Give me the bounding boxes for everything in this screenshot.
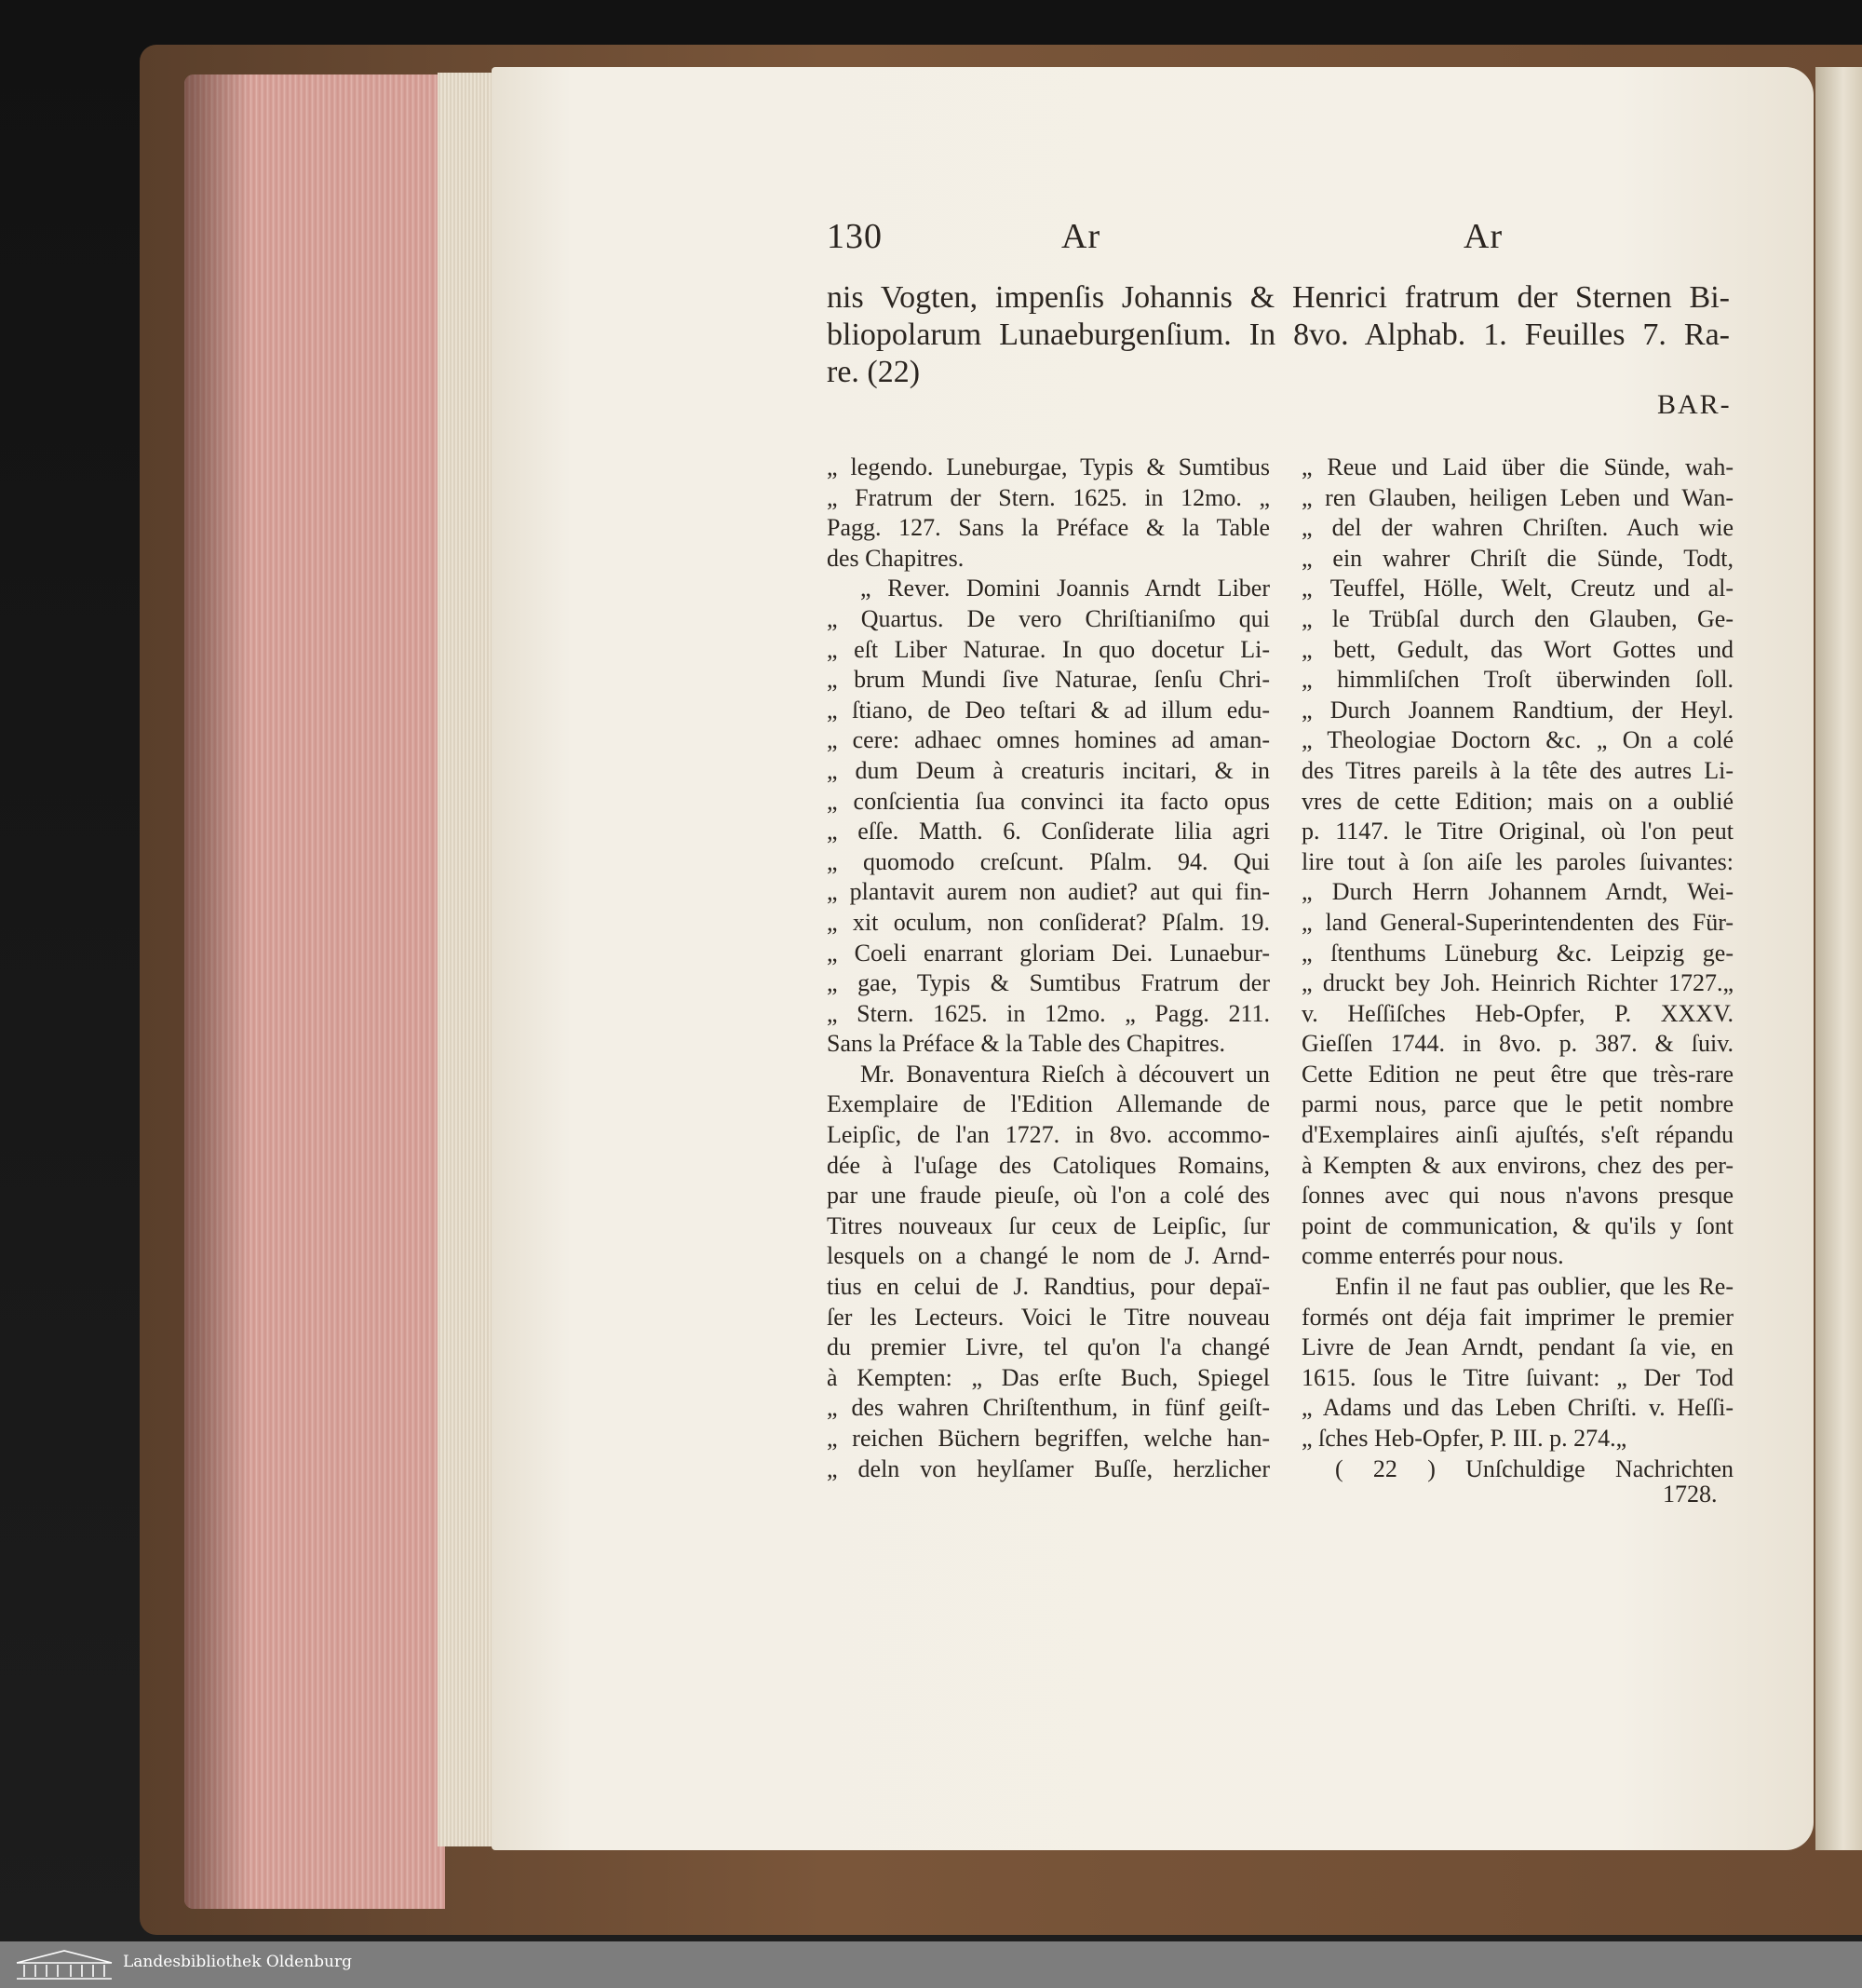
text-line: „ des wahren Chriſtenthum, in fünf geiſt- [827,1394,1270,1422]
text-line: „ legendo. Luneburgae, Typis & Sumtibus [827,453,1270,480]
text-line: ſer les Lecteurs. Voici le Titre nouveau [827,1303,1270,1331]
text-line: „ quomodo creſcunt. Pſalm. 94. Qui [827,847,1270,875]
text-line: „ eſt Liber Naturae. In quo docetur Li- [827,635,1270,663]
text-line: „ Adams und das Leben Chriſti. v. Heſſi- [1302,1394,1734,1422]
text-line: Enfin il ne faut pas oublier, que les Re- [1335,1273,1734,1301]
text-line: lire tout à ſon aiſe les paroles ſuivantes: [1302,847,1734,875]
text-line: tius en celui de J. Randtius, pour depaï- [827,1273,1270,1301]
running-head-left: Ar [1061,217,1101,256]
text-line: „ himmliſchen Troſt überwinden ſoll. [1302,666,1734,694]
text-line: „ ſches Heb-Opfer, P. III. p. 274.„ [1302,1425,1627,1452]
text-line: „ deln von heylſamer Buſſe, herzlicher [827,1454,1270,1482]
text-line: formés ont déja fait imprimer le premier [1302,1303,1734,1331]
text-line: à Kempten: „ Das erſte Buch, Spiegel [827,1363,1270,1391]
text-line: „ Teuffel, Hölle, Welt, Creutz und al- [1302,575,1734,602]
text-line: „ bett, Gedult, das Wort Gottes und [1302,635,1734,663]
text-line: „ Theologiae Doctorn &c. „ On a colé [1302,726,1734,754]
text-line: „ dum Deum à creaturis incitari, & in [827,756,1270,784]
text-line: v. Heſſiſches Heb-Opfer, P. XXXV. [1302,999,1734,1027]
book-edge-shadow [184,74,250,1909]
facing-page-edge [1815,67,1862,1850]
text-line: d'Exemplaires ainſi ajuſtés, s'eſt répandu [1302,1121,1734,1149]
intro-paragraph [827,279,1730,391]
text-line: „ ſtenthums Lüneburg &c. Leipzig ge- [1302,939,1734,967]
text-line: „ Coeli enarrant gloriam Dei. Lunaebur- [827,939,1270,967]
library-name: Landesbibliothek Oldenburg [123,1953,353,1971]
text-line: „ xit oculum, non conſiderat? Pſalm. 19. [827,908,1270,936]
catchword-bottom: 1728. [1663,1481,1718,1508]
text-line: „ brum Mundi ſive Naturae, ſenſu Chri- [827,666,1270,694]
footer-bar [0,1941,1862,1988]
text-line: „ ren Glauben, heiligen Leben und Wan- [1302,483,1734,511]
footnote-line: ( 22 ) Unſchuldige Nachrichten [1335,1454,1734,1482]
text-line: „ land General-Superintendenten des Für- [1302,908,1734,936]
text-line: des Chapitres. [827,544,965,572]
page-number: 130 [827,217,883,256]
right-column [1302,453,1734,1484]
left-column [827,453,1270,1484]
intro-line: nis Vogten, impenſis Johannis & Henrici fratrum der Sternen Bi- [827,280,1730,315]
text-line: p. 1147. le Titre Original, où l'on peut [1302,818,1734,845]
text-line: point de communication, & qu'ils y ſont [1302,1211,1734,1239]
text-line: „ ſtiano, de Deo teſtari & ad illum edu- [827,696,1270,724]
text-line: „ le Trübſal durch den Glauben, Ge- [1302,604,1734,632]
text-line: Gieſſen 1744. in 8vo. p. 387. & ſuiv. [1302,1030,1734,1058]
text-line: „ Fratrum der Stern. 1625. in 12mo. „ [827,483,1270,511]
text-line: dée à l'uſage des Catoliques Romains, [827,1151,1270,1179]
page-stack [438,73,493,1846]
text-line: „ druckt bey Joh. Heinrich Richter 1727.„ [1302,969,1734,997]
text-line: „ reichen Büchern begriffen, welche han- [827,1425,1270,1452]
text-line: vres de cette Edition; mais on a oublié [1302,787,1734,815]
catchword-top: BAR- [1657,389,1732,420]
text-line: Sans la Préface & la Table des Chapitres. [827,1030,1226,1058]
text-line: Titres nouveaux ſur ceux de Leipſic, ſur [827,1211,1270,1239]
text-line: „ Rever. Domini Joannis Arndt Liber [860,575,1270,602]
text-line: „ Quartus. De vero Chriſtianiſmo qui [827,604,1270,632]
text-line: „ Durch Joannem Randtium, der Heyl. [1302,696,1734,724]
text-line: ſonnes avec qui nous n'avons presque [1302,1182,1734,1210]
text-line: parmi nous, parce que le petit nombre [1302,1090,1734,1118]
text-line: Mr. Bonaventura Rieſch à découvert un [860,1060,1270,1088]
text-line: à Kempten & aux environs, chez des per- [1302,1151,1734,1179]
intro-line: re. (22) [827,355,921,389]
text-line: Livre de Jean Arndt, pendant ſa vie, en [1302,1333,1734,1361]
running-head-right: Ar [1464,217,1504,256]
text-line: par une fraude pieuſe, où l'on a colé des [827,1182,1270,1210]
text-line: des Titres pareils à la tête des autres Li- [1302,756,1734,784]
text-line: Leipſic, de l'an 1727. in 8vo. accommo- [827,1121,1270,1149]
library-building-icon [13,1948,115,1981]
text-line: „ conſcientia ſua convinci ita facto opus [827,787,1270,815]
text-line: „ eſſe. Matth. 6. Conſiderate lilia agri [827,818,1270,845]
text-line: „ Durch Herrn Johannem Arndt, Wei- [1302,878,1734,906]
text-line: comme enterrés pour nous. [1302,1242,1564,1270]
intro-line: bliopolarum Lunaeburgenſium. In 8vo. Alphab. 1. Feuilles 7. Ra- [827,318,1730,352]
text-line: „ gae, Typis & Sumtibus Fratrum der [827,969,1270,997]
text-line: „ del der wahren Chriſten. Auch wie [1302,514,1734,542]
text-line: „ Reue und Laid über die Sünde, wah- [1302,453,1734,480]
text-line: Cette Edition ne peut être que très-rare [1302,1060,1734,1088]
text-line: „ cere: adhaec omnes homines ad aman- [827,726,1270,754]
text-line: Pagg. 127. Sans la Préface & la Table [827,514,1270,542]
text-line: Exemplaire de l'Edition Allemande de [827,1090,1270,1118]
text-line: „ plantavit aurem non audiet? aut qui fin- [827,878,1270,906]
text-line: du premier Livre, tel qu'on l'a changé [827,1333,1270,1361]
text-line: 1615. ſous le Titre ſuivant: „ Der Tod [1302,1363,1734,1391]
text-line: „ Stern. 1625. in 12mo. „ Pagg. 211. [827,999,1270,1027]
text-line: lesquels on a changé le nom de J. Arnd- [827,1242,1270,1270]
text-line: „ ein wahrer Chriſt die Sünde, Todt, [1302,544,1734,572]
